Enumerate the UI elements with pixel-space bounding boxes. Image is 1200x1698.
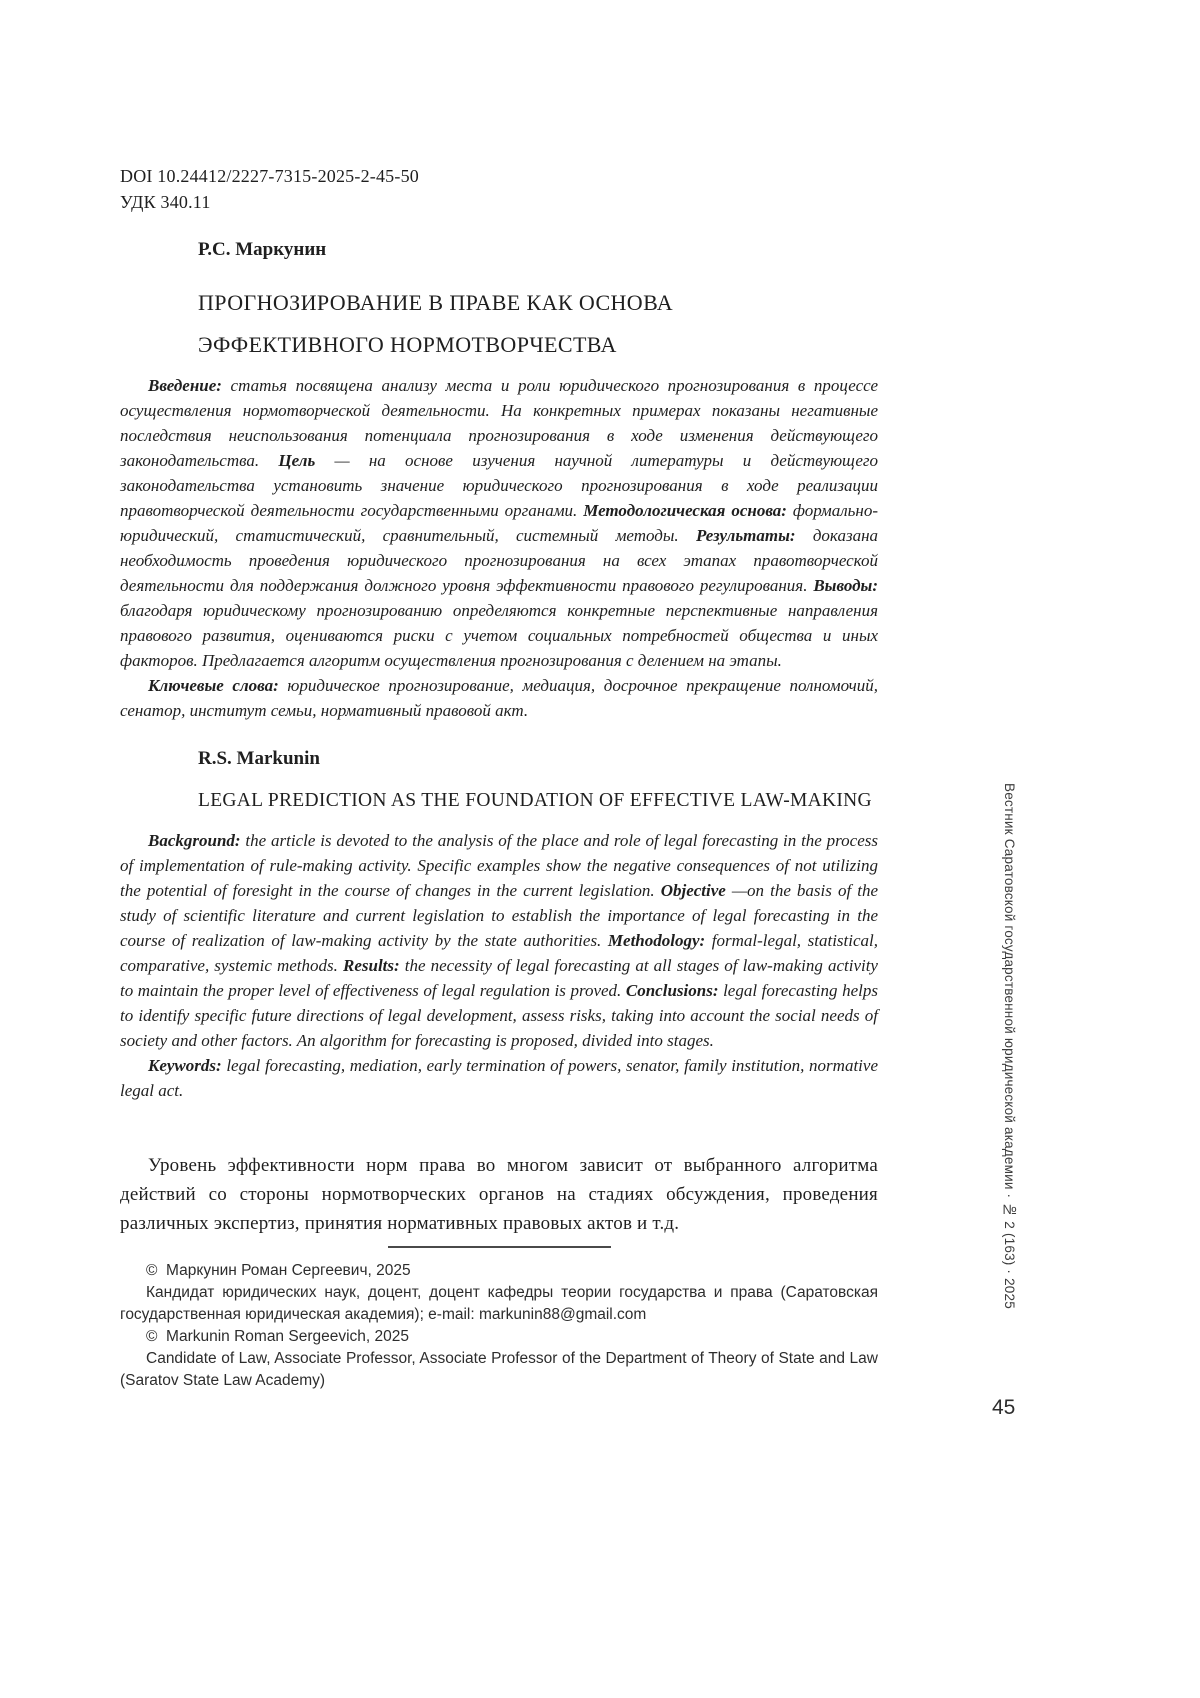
article-title-ru-line1: ПРОГНОЗИРОВАНИЕ В ПРАВЕ КАК ОСНОВА [198,290,674,315]
footnotes [120,1260,878,1392]
keywords-en: Keywords: legal forecasting, mediation, early termination of powers, senator, family institution, normative legal act. [120,1056,878,1100]
article-content [120,163,878,1392]
body-paragraph: Уровень эффективности норм права во многом зависит от выбранного алгоритма действий со стороны нормотворческих органов на стадиях обсуждения, проведения различных экспертиз, принятия нормативных правовых актов и т.д. [120,1155,878,1234]
keywords-ru: Ключевые слова: юридическое прогнозирование, медиация, досрочное прекращение полномочий, сенатор, институт семьи, нормативный правовой акт. [120,676,878,720]
article-title-ru [120,282,878,366]
footnote-affiliation-en: Candidate of Law, Associate Professor, Associate Professor of the Department of Theory of State and Law (Saratov State Law Academy) [120,1350,878,1389]
footnote-affiliation-ru: Кандидат юридических наук, доцент, доцент кафедры теории государства и права (Саратовская государственная юридическая академия); e-mail: markunin88@gmail.com [120,1284,878,1323]
page-number: 45 [992,1396,1016,1419]
footnote-divider [388,1246,611,1248]
abstract-ru: Введение: статья посвящена анализу места и роли юридического прогнозирования в процессе осуществления нормотворческой деятельности. На конкретных примерах показаны негативные последствия неиспользования потенциала прогнозирования в ходе изменения действующего законодательства. Цель — на основе изучения научной литературы и действующего законодательства установить значение юридического прогнозирования в ходе реализации правотворческой деятельности государственными органами. Методологическая основа: формально-юридический, статистический, сравнительный, системный методы. Результаты: доказана необходимость проведения юридического прогнозирования на всех этапах правотворческой деятельности для поддержания должного уровня эффективности правового регулирования. Выводы: благодаря юридическому прогнозированию определяются конкретные перспективные направления правового развития, оцениваются риски с учетом социальных потребностей общества и иных факторов. Предлагается алгоритм осуществления прогнозирования с делением на этапы. [120,376,879,670]
article-title-ru-line2: ЭФФЕКТИВНОГО НОРМОТВОРЧЕСТВА [198,332,617,357]
doi-line: DOI 10.24412/2227-7315-2025-2-45-50 [120,166,419,186]
footnote-copyright-ru: © Маркунин Роман Сергеевич, 2025 [146,1262,411,1279]
journal-sidebar-text: Вестник Саратовской государственной юридической академии · № 2 (163) · 2025 [1002,783,1017,1309]
udk-line: УДК 340.11 [120,192,211,212]
author-name-en: R.S. Markunin [198,748,320,769]
footnote-copyright-en: © Markunin Roman Sergeevich, 2025 [146,1328,410,1345]
author-name-ru: Р.С. Маркунин [198,239,327,260]
abstract-en: Background: the article is devoted to the analysis of the place and role of legal forecasting in the process of implementation of rule-making activity. Specific examples show the negative consequences of not utilizing the potential of foresight in the course of changes in the current legislation. Objective —on the basis of the study of scientific literature and current legislation to establish the importance of legal forecasting in the course of realization of law-making activity by the state authorities. Methodology: formal-legal, statistical, comparative, systemic methods. Results: the necessity of legal forecasting at all stages of law-making activity to maintain the proper level of effectiveness of legal regulation is proved. Conclusions: legal forecasting helps to identify specific future directions of legal development, assess risks, taking into account the social needs of society and other factors. An algorithm for forecasting is proposed, divided into stages. [120,831,879,1050]
article-title-en: LEGAL PREDICTION AS THE FOUNDATION OF EFFECTIVE LAW-MAKING [198,790,872,811]
